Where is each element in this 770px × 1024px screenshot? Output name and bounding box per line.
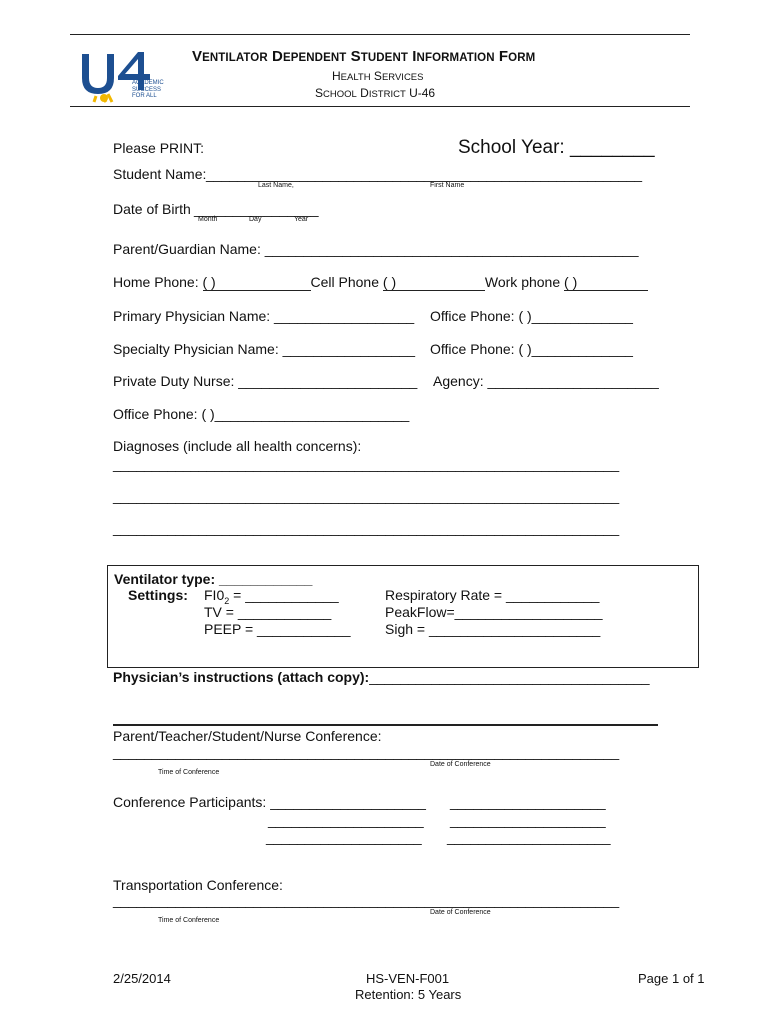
please-print-label: Please PRINT: xyxy=(113,140,205,156)
diagnoses-label: Diagnoses (include all health concerns): xyxy=(113,438,362,454)
specialty-office-phone-field[interactable]: Office Phone: ( )_____________ xyxy=(430,341,633,357)
form-title: VENTILATOR DEPENDENT STUDENT INFORMATION FORM xyxy=(192,48,536,65)
ptsn-conference-line[interactable]: _________________________________________________________________ xyxy=(113,744,620,760)
footer-form-code: HS-VEN-F001 xyxy=(366,971,450,986)
dob-month-hint: Month xyxy=(198,216,218,223)
form-subtitle-health-services: HEALTH SERVICES xyxy=(332,69,424,83)
participants-field-6[interactable]: _____________________ xyxy=(447,829,611,845)
section-divider xyxy=(113,724,658,726)
diagnoses-line-2[interactable]: _________________________________________________________________ xyxy=(113,488,620,504)
ventilator-type-field[interactable]: Ventilator type: ____________ xyxy=(114,571,313,587)
ptsn-conference-label: Parent/Teacher/Student/Nurse Conference: xyxy=(113,728,382,744)
primary-office-phone-field[interactable]: Office Phone: ( )_____________ xyxy=(430,308,633,324)
private-nurse-field[interactable]: Private Duty Nurse: _______________________ xyxy=(113,373,418,389)
specialty-physician-field[interactable]: Specialty Physician Name: _________________ xyxy=(113,341,415,357)
transportation-conference-label: Transportation Conference: xyxy=(113,877,283,893)
work-phone-label: Work phone xyxy=(484,274,561,290)
last-name-hint: Last Name, xyxy=(258,182,294,189)
dob-field[interactable]: ________________ xyxy=(194,201,319,217)
agency-field[interactable]: Agency: ______________________ xyxy=(433,373,659,389)
participants-field-3[interactable]: ____________________ xyxy=(268,812,424,828)
first-name-hint: First Name xyxy=(430,182,465,189)
tv-field[interactable]: TV = ____________ xyxy=(204,604,332,620)
transport-date-hint: Date of Conference xyxy=(430,909,491,916)
peep-field[interactable]: PEEP = ____________ xyxy=(204,621,351,637)
footer-retention: Retention: 5 Years xyxy=(355,987,462,1002)
form-subtitle-district: SCHOOL DISTRICT U-46 xyxy=(315,86,436,100)
ptsn-time-hint: Time of Conference xyxy=(158,769,220,776)
respiratory-rate-field[interactable]: Respiratory Rate = ____________ xyxy=(385,587,600,603)
settings-label: Settings: xyxy=(128,587,188,603)
peakflow-field[interactable]: PeakFlow=___________________ xyxy=(385,604,603,620)
work-phone-field[interactable]: ( ) xyxy=(564,274,648,291)
nurse-office-phone-field[interactable]: Office Phone: ( )_________________________ xyxy=(113,406,410,422)
transport-time-hint: Time of Conference xyxy=(158,917,220,924)
phone-row xyxy=(113,274,648,291)
home-phone-field[interactable]: ( ) xyxy=(203,274,311,291)
dob-day-hint: Day xyxy=(249,216,262,223)
cell-phone-label: Cell Phone xyxy=(310,274,379,290)
home-phone-label: Home Phone: xyxy=(113,274,199,290)
ptsn-date-hint: Date of Conference xyxy=(430,761,491,768)
student-name-label: Student Name: xyxy=(113,166,207,182)
participants-field-4[interactable]: ____________________ xyxy=(450,812,606,828)
guardian-name-field[interactable]: Parent/Guardian Name: ________________________________________________ xyxy=(113,241,639,257)
district-logo xyxy=(78,50,178,104)
dob-label: Date of Birth xyxy=(113,201,191,217)
student-name-field[interactable]: ________________________________________________________ xyxy=(206,166,643,182)
logo-tagline: ACADEMIC SUCCESS FOR ALL xyxy=(132,80,164,99)
header-top-rule xyxy=(70,34,690,35)
school-year-field[interactable]: School Year: ________ xyxy=(458,137,655,158)
header-bottom-rule xyxy=(70,106,690,107)
diagnoses-line-1[interactable]: _________________________________________________________________ xyxy=(113,456,620,472)
participants-field-2[interactable]: ____________________ xyxy=(450,794,606,810)
footer-page-number: Page 1 of 1 xyxy=(638,971,705,986)
dob-year-hint: Year xyxy=(294,216,309,223)
footer-date: 2/25/2014 xyxy=(113,971,171,986)
sigh-field[interactable]: Sigh = ______________________ xyxy=(385,621,601,637)
diagnoses-line-3[interactable]: _________________________________________________________________ xyxy=(113,520,620,536)
primary-physician-field[interactable]: Primary Physician Name: __________________ xyxy=(113,308,415,324)
transportation-conference-line[interactable]: _________________________________________________________________ xyxy=(113,892,620,908)
physician-instructions-label: Physician’s instructions (attach copy): xyxy=(113,669,370,685)
physician-instructions-field[interactable]: Physician’s instructions (attach copy):____________________________________ xyxy=(113,669,650,685)
fio2-field[interactable]: $FI0_2$ = ____________ xyxy=(204,587,339,606)
participants-field-1[interactable]: Conference Participants: ____________________ xyxy=(113,794,426,810)
cell-phone-field[interactable]: ( ) xyxy=(383,274,485,291)
participants-field-5[interactable]: ____________________ xyxy=(266,829,422,845)
